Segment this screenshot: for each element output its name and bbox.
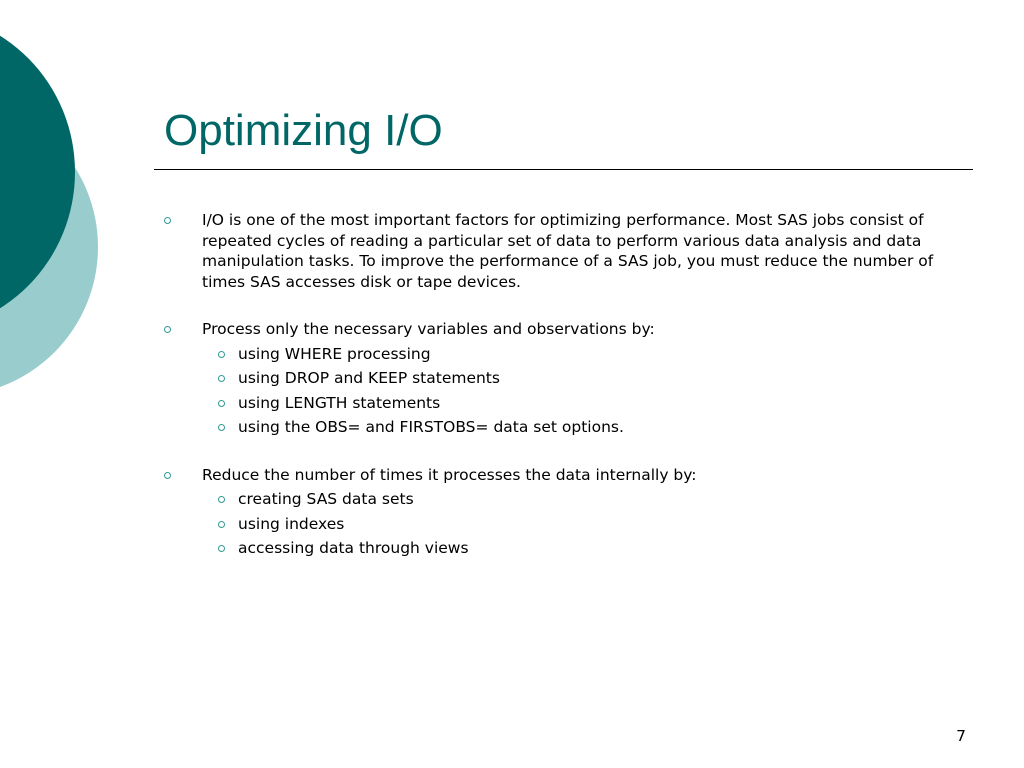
sub-bullet-item xyxy=(202,417,952,438)
bullet-text: I/O is one of the most important factors for optimizing performance. Most SAS jobs consist of repeated cycles of reading a particular set of data to perform various data analysis and data manipulation tasks. To improve the performance of a SAS job, you must reduce the number of times SAS accesses disk or tape devices. xyxy=(202,211,934,291)
sub-bullet-text: using LENGTH statements xyxy=(238,393,441,412)
sub-bullet-list xyxy=(202,489,952,559)
sub-bullet-item xyxy=(202,514,952,535)
slide-body xyxy=(162,210,952,563)
hollow-circle-bullet-icon xyxy=(164,326,171,333)
hollow-circle-bullet-icon xyxy=(218,424,225,431)
sub-bullet-text: using WHERE processing xyxy=(238,344,431,363)
sub-bullet-item xyxy=(202,344,952,365)
hollow-circle-bullet-icon xyxy=(218,496,225,503)
sub-bullet-text: creating SAS data sets xyxy=(238,490,414,508)
page-number: 7 xyxy=(956,727,966,745)
sub-bullet-text: using the OBS= and FIRSTOBS= data set options. xyxy=(238,418,624,436)
hollow-circle-bullet-icon xyxy=(218,375,225,382)
sub-bullet-list xyxy=(202,344,952,438)
sub-bullet-text: accessing data through views xyxy=(238,539,469,557)
hollow-circle-bullet-icon xyxy=(218,400,225,407)
bullet-process-necessary xyxy=(162,319,952,438)
bullet-reduce-processing xyxy=(162,465,952,559)
hollow-circle-bullet-icon xyxy=(218,351,225,358)
bullet-io-importance xyxy=(162,210,952,292)
hollow-circle-bullet-icon xyxy=(164,217,171,224)
sub-bullet-text: using DROP and KEEP statements xyxy=(238,369,500,387)
sub-bullet-item xyxy=(202,368,952,389)
bullet-text: Reduce the number of times it processes the data internally by: xyxy=(202,465,697,484)
slide-title: Optimizing I/O xyxy=(164,106,443,155)
title-underline xyxy=(154,169,973,170)
hollow-circle-bullet-icon xyxy=(164,472,171,479)
hollow-circle-bullet-icon xyxy=(218,545,225,552)
bullet-text: Process only the necessary variables and observations by: xyxy=(202,320,655,338)
sub-bullet-item xyxy=(202,489,952,510)
sub-bullet-item xyxy=(202,538,952,559)
sub-bullet-item xyxy=(202,393,952,414)
hollow-circle-bullet-icon xyxy=(218,521,225,528)
sub-bullet-text: using indexes xyxy=(238,514,345,533)
